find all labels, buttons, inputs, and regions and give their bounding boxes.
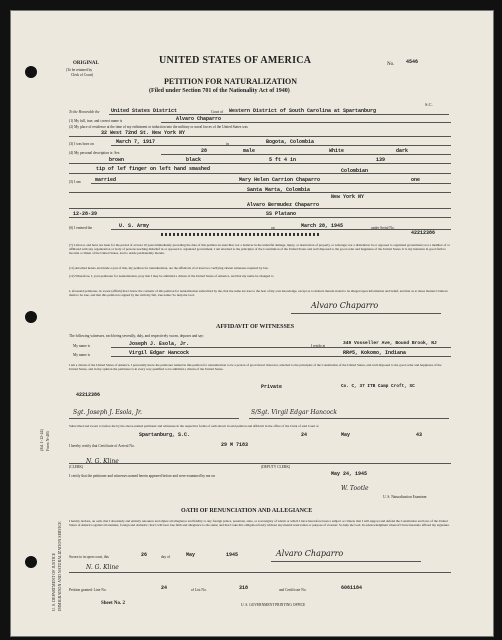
- sworn-day: 24: [301, 432, 308, 438]
- oath-year: 1945: [226, 552, 239, 558]
- oath-day: 26: [141, 552, 148, 558]
- arrival-date: 12-28-39: [73, 211, 98, 217]
- original-label: ORIGINAL: [73, 61, 99, 66]
- country-title: UNITED STATES OF AMERICA: [159, 55, 312, 66]
- sidebar-form: Form N-405: [45, 431, 50, 451]
- sidebar-edition: (Ed. 1-12-44): [39, 429, 44, 451]
- oath-month: May: [186, 552, 196, 558]
- sworn-year: 43: [416, 432, 423, 438]
- punch-hole: [25, 66, 37, 78]
- eyes: brown: [109, 157, 125, 163]
- witness-2-name: Virgil Edgar Hancock: [129, 350, 190, 356]
- witness-2-address: RR#5, Kokomo, Indiana: [343, 350, 407, 356]
- residence-value: 32 West 72nd St. New York NY: [101, 130, 186, 136]
- sworn-text: Subscribed and sworn to before me by the above-named petitioner and witnesses in the respective forms of oath shown in said petition and affidavit in the office of the Clerk of said Court at: [69, 424, 319, 428]
- examiner-signature: W. Tootle: [341, 485, 369, 492]
- marital: married: [95, 177, 117, 183]
- clerk-label: Clerk of Court): [71, 73, 94, 77]
- deputy-label-w: (DEPUTY CLERK): [261, 465, 291, 469]
- cert-no: 29 M 7183: [221, 442, 249, 448]
- sworn-label: Sworn to in open court, this: [69, 555, 109, 559]
- arrival-name: Alvaro Bermudez Chaparro: [247, 202, 320, 208]
- nationality: Colombian: [341, 168, 369, 174]
- cert-text: I hereby certify that Certificate of Arrival No.: [69, 444, 135, 448]
- service-label: (6) I entered the: [69, 226, 93, 230]
- enlist-date: March 28, 1945: [301, 223, 344, 229]
- no-label: No.: [387, 62, 395, 67]
- sheet-no: Sheet No. 2: [101, 601, 126, 606]
- in-label: in: [226, 142, 229, 146]
- petition-subtitle: (Filed under Section 701 of the Nationality Act of 1940): [149, 88, 290, 94]
- birth-place: Bogota, Colombia: [266, 139, 315, 145]
- spouse-birthplace: Santa Marta, Colombia: [247, 187, 311, 193]
- punch-hole: [25, 556, 37, 568]
- oath-text: I hereby declare, on oath, that I absolutely and entirely renounce and abjure all allegiance and fidelity to any foreign prince, potentate, state, or sovereignty of whom or which I have heretofore been a subject or citizen; that I will support and defend the Constitution and laws of the United States of America against all enemies, foreign and domestic; that I will bear true faith and allegiance to the same; and that I take this obligation freely without any mental reservation or purpose of evasion: So help me God. In acknowledgment whereof I have hereunto affixed my signature.: [69, 519, 450, 528]
- paragraph-7: (7) I am not, and have not been for the period of at least 10 years immediately preceding the date of this petition an anarchist; nor a believer in the unlawful damage, injury, or destruction of property, or sabotage; nor a disbeliever in or opposed to organized government; nor a member of or affiliated with any organization or body of persons teaching disbelief in or opposed to organized government. I am attached to the principles of the Constitution of the United States and well disposed to the good order and happiness of the United States. It is my intention in good faith to become a citizen of the United States, and to reside permanently therein.: [69, 243, 450, 256]
- certify-text: I certify that the petitioner and witnesses named herein appeared before and were examined by me on: [69, 474, 215, 478]
- my-name-is-1: My name is: [73, 344, 90, 348]
- petition-title: PETITION FOR NATURALIZATION: [164, 77, 298, 86]
- list-no-label: of List No.: [191, 588, 207, 592]
- spouse-name: Mary Helen Carrion Chaparro: [239, 177, 321, 183]
- full-name: Alvaro Chaparro: [176, 116, 222, 122]
- name-label: (1) My full, true, and correct name is: [69, 119, 123, 123]
- witness-1-address: 349 Vosseller Ave, Bound Brook, NJ: [343, 341, 437, 346]
- my-name-is-2: My name is: [73, 353, 90, 357]
- oath-clerk-signature: N. G. Kline: [86, 564, 119, 571]
- punch-hole: [25, 311, 37, 323]
- vessel: SS Platano: [266, 211, 297, 217]
- rank: Private: [261, 384, 283, 390]
- list-no: 318: [239, 585, 249, 591]
- oath-signature: Alvaro Chaparro: [276, 549, 344, 558]
- serial: 42212386: [411, 230, 436, 236]
- clerk-label-w: (CLERK): [69, 465, 84, 469]
- witness-serial: 42212386: [76, 392, 101, 398]
- children-count: one: [411, 177, 421, 183]
- printer: U. S. GOVERNMENT PRINTING OFFICE: [241, 603, 306, 607]
- marital-label: (5) I am: [69, 180, 81, 184]
- serial-label: under Serial No.: [371, 226, 395, 230]
- court-name: United States District: [111, 108, 178, 114]
- born-label: (3) I was born on: [69, 142, 94, 146]
- line-no: 24: [161, 585, 168, 591]
- branch: U. S. Army: [119, 223, 150, 229]
- court-of: Court of: [211, 110, 224, 114]
- complexion: dark: [396, 148, 409, 154]
- marks: tip of lef finger on left hand smashed: [96, 166, 211, 172]
- witnesses-intro: The following witnesses, each being severally, duly, and respectively sworn, deposes and say:: [69, 334, 204, 338]
- hair: black: [186, 157, 202, 163]
- us-residence: New York NY: [331, 194, 365, 200]
- paragraph-11: (11) Attached hereto and made a part of this, my petition for naturalization, are the affidavits of at least two verifying citizen witnesses required by law.: [69, 266, 269, 270]
- exam-date: May 24, 1945: [331, 471, 368, 477]
- oath-title: OATH OF RENUNCIATION AND ALLEGIANCE: [181, 508, 313, 514]
- age: 28: [201, 148, 208, 154]
- examiner-label: U. S. Naturalization Examiner.: [383, 495, 428, 499]
- weight: 139: [376, 157, 386, 163]
- petition-number: 4546: [406, 59, 419, 65]
- unit: Co. C, 37 ITB Camp Croft, SC: [341, 384, 415, 389]
- service-on: on: [271, 226, 275, 230]
- height: 5 ft 4 in: [269, 157, 297, 163]
- reside-label: I reside at: [311, 344, 326, 348]
- court-prefix: To the Honorable the: [69, 110, 100, 114]
- residence-label: (2) My place of residence at the time of my enlistment or induction into the military or naval forces of the United States was: [69, 125, 248, 129]
- granted-label: Petition granted: Line No.: [69, 588, 107, 592]
- witness-oath: I am a citizen of the United States of America. I personally know the petitioner named in this petition for naturalization to be a person of good moral character, attached to the principles of the Constitution of the United States, and well disposed to the good order and happiness of the United States, and in my opinion the petitioner is in every way qualified to be admitted a citizen of the United States.: [69, 363, 442, 372]
- witnesses-title: AFFIDAVIT OF WITNESSES: [216, 324, 295, 330]
- day-of-label: day of: [161, 555, 171, 559]
- clerk-signature: N. G. Kline: [86, 458, 119, 465]
- certificate-no: 6061184: [341, 585, 363, 591]
- court-district: Western District of South Carolina at Spartanburg: [229, 108, 377, 114]
- state-abbr: S.C.: [425, 102, 433, 107]
- description-label: (4) My personal description is: Sex: [69, 151, 120, 155]
- retained-label: (To be retained by: [66, 68, 93, 72]
- sworn-month: May: [341, 432, 351, 438]
- struck-out-text: [161, 233, 321, 236]
- cert-label: and Certificate No.: [279, 588, 307, 592]
- naturalization-petition-document: [10, 10, 494, 637]
- color: White: [329, 148, 345, 154]
- sex: male: [243, 148, 256, 154]
- witness-2-signature: S/Sgt. Virgil Edgar Hancock: [251, 409, 337, 416]
- sworn-place: Spartanburg, S.C.: [139, 432, 191, 438]
- paragraph-swear: I, aforesaid petitioner, do swear (affirm) that I know the contents of this petition for naturalization subscribed by me, that the same are true to the best of my own knowledge, except as to matters therein stated to be alleged upon information and belief, and that as to those matters I believe them to be true, and that this petition is signed by me with my full, true name: So help me God.: [69, 289, 448, 298]
- witness-1-signature: Sgt. Joseph J. Esola, Jr.: [73, 409, 143, 416]
- sidebar-service: IMMIGRATION AND NATURALIZATION SERVICE: [57, 521, 62, 611]
- paragraph-12: (12) Wherefore, I, your petitioner for naturalization, pray that I may be admitted a citizen of the United States of America, and that my name be changed to: [69, 274, 274, 278]
- witness-1-name: Joseph J. Esola, Jr.: [129, 341, 190, 347]
- birth-date: March 7, 1917: [116, 139, 156, 145]
- petitioner-signature: Alvaro Chaparro: [311, 301, 379, 310]
- sidebar-dept: U. S. DEPARTMENT OF JUSTICE: [51, 553, 56, 611]
